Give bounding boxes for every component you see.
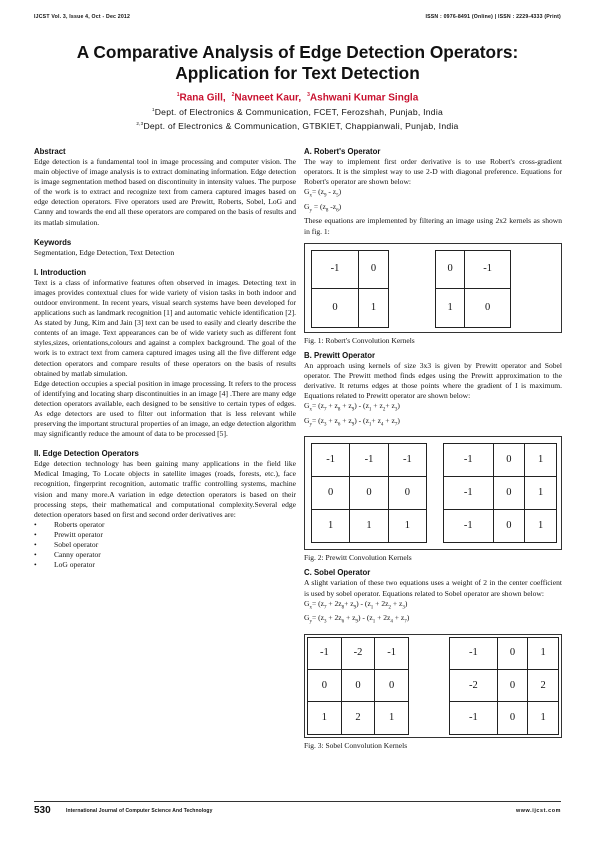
kernel-cell: 0 bbox=[497, 670, 528, 702]
kernel-cell: 0 bbox=[493, 510, 525, 543]
affiliation-1-text: Dept. of Electronics & Communication, FCET, Ferozshah, Punjab, India bbox=[154, 107, 444, 117]
affiliation-2-text: Dept. of Electronics & Communication, GTBKIET, Chappianwali, Punjab, India bbox=[143, 121, 459, 131]
kernel-cell: 0 bbox=[493, 477, 525, 510]
prewitt-heading: B. Prewitt Operator bbox=[304, 350, 376, 360]
kernel-cell: 0 bbox=[497, 702, 528, 734]
paper-title-line-2: Application for Text Detection bbox=[175, 63, 420, 83]
abstract-text: Edge detection is a fundamental tool in image processing and computer vision. The main objective of image analysis is to extract dominating information. Edge detection is image segmentation method based on discontinuity in intensity values. The purpose of the work is to extract and recognize text from camera captured images based on edge detection operators. Five operators used are Prewitt, Roberts, Sobel, LoG and Canny and towards the end all these operators are compared on the basis of results and its matlab simulation. bbox=[34, 157, 296, 227]
kernel-cell: -1 bbox=[312, 250, 359, 289]
kernel-cell: 1 bbox=[388, 510, 426, 543]
affiliation-2-mark: 2,3 bbox=[136, 121, 144, 127]
figure-1-caption: Fig. 1: Robert's Convolution Kernels bbox=[304, 335, 415, 345]
kernel-cell: -2 bbox=[450, 670, 498, 702]
kernel-cell: 0 bbox=[493, 444, 525, 477]
section-2-text: Edge detection technology has been gaining many applications in the field like Medical Imaging, To Locate objects in satellite images (roads, forests, etc.), face recognition, fingerprint recognition, automatic traffic controlling systems, machine vision and many more.A variation in edge detection operators is based on their processing steps, their mathematical and computational complexity.Several edge detection operators based on first and second order derivatives are: bbox=[34, 459, 296, 519]
kernel-cell: 1 bbox=[525, 477, 557, 510]
kernel-cell: -1 bbox=[465, 250, 511, 289]
kernel-cell: 0 bbox=[375, 670, 409, 702]
kernel-cell: -1 bbox=[312, 444, 350, 477]
kernel-cell: 1 bbox=[528, 637, 559, 669]
kernel-cell: -1 bbox=[450, 702, 498, 734]
kernel-cell: 0 bbox=[341, 670, 375, 702]
introduction-paragraph-2: Edge detection occupies a special position in image processing. It refers to the process of identifying and locating sharp discontinuities in an image [4] .There are many edge detection operators available, each designed to be sensitive to certain types of edges. As edge detectors are used to filter out information that is less relevant while preserving the important structural properties of an image, an edge detection algorithm may significantly reduce the amount of data to be processed [5]. bbox=[34, 378, 296, 439]
sobel-text: A slight variation of these two equations uses a weight of 2 in the center coefficient is used by sobel operator. Equations related to Sobel operator are shown below: bbox=[304, 578, 562, 598]
prewitt-text: An approach using kernels of size 3x3 is given by Prewitt operator and Sobel operator. The Prewitt method finds edges using the Prewitt approximation to the derivative. It returns edges at those points where the gradient of I is maximum. Equations related to Prewitt operator are shown below: bbox=[304, 360, 562, 401]
roberts-kernel-gx bbox=[311, 250, 389, 328]
kernel-cell: 1 bbox=[312, 510, 350, 543]
list-item: • Prewitt operator bbox=[34, 530, 296, 540]
list-item: • Sobel operator bbox=[34, 540, 296, 550]
list-item: • LoG operator bbox=[34, 560, 296, 570]
author-1-name: Rana Gill, bbox=[179, 92, 226, 104]
author-2-affil-mark: 2 bbox=[231, 92, 235, 98]
kernel-cell: -1 bbox=[350, 444, 388, 477]
kernel-cell: 1 bbox=[528, 702, 559, 734]
kernel-cell: 0 bbox=[308, 670, 342, 702]
kernel-cell: -1 bbox=[375, 637, 409, 669]
roberts-equation-y: $G_y = (z_8$ $-z_6$) bbox=[304, 201, 342, 214]
sobel-kernel-gy bbox=[449, 637, 559, 735]
kernel-cell: 1 bbox=[375, 702, 409, 734]
page-number: 530 bbox=[34, 805, 51, 816]
sobel-kernel-figure bbox=[304, 634, 562, 738]
kernel-cell: 1 bbox=[436, 289, 465, 328]
left-column bbox=[34, 147, 296, 570]
sobel-equation-x: $G_x= (z_7 + 2z_8+ z_9) - (z_1 + 2z_2 + z_3)$ bbox=[304, 598, 408, 611]
kernel-cell: -1 bbox=[308, 637, 342, 669]
kernel-cell: 1 bbox=[358, 289, 388, 328]
kernel-cell: 0 bbox=[312, 289, 359, 328]
kernel-cell: 0 bbox=[312, 477, 350, 510]
prewitt-equation-y: $G_y= (z_3 + z_6 + z_9) - (z_1+ z_4 + z_7)$ bbox=[304, 415, 400, 428]
list-item: • Canny operator bbox=[34, 550, 296, 560]
figure-3-caption: Fig. 3: Sobel Convolution Kernels bbox=[304, 740, 408, 750]
paper-title-line-1: A Comparative Analysis of Edge Detection Operators: bbox=[76, 42, 519, 62]
keywords-heading: Keywords bbox=[34, 237, 72, 247]
kernel-cell: 2 bbox=[341, 702, 375, 734]
footer-rule bbox=[34, 801, 561, 802]
kernel-cell: 1 bbox=[308, 702, 342, 734]
affiliation-2 bbox=[34, 121, 561, 131]
list-item: • Roberts operator bbox=[34, 520, 296, 530]
kernel-cell: -2 bbox=[341, 637, 375, 669]
kernel-cell: 2 bbox=[528, 670, 559, 702]
operator-list bbox=[34, 520, 296, 570]
roberts-text-2: These equations are implemented by filtering an image using 2x2 kernels as shown in fig. 1: bbox=[304, 216, 562, 236]
kernel-cell: -1 bbox=[450, 637, 498, 669]
roberts-heading: A. Robert's Operator bbox=[304, 147, 381, 156]
running-header-right: ISSN : 0976-8491 (Online) | ISSN : 2229-4333 (Print) bbox=[425, 14, 561, 20]
introduction-paragraph-1: Text is a class of informative features often observed in images. Detecting text in images provides contextual clues for wide variety of vision tasks in both indoor and outdoor environment. In recent years, visual search systems have been developed for applications such as landmark recognition [1] and automatic vehicle identification [2]. As stated by Jung, Kim and Jain [3] text can be used to easily and clearly describe the contents of an image. Text appearances can be of wide variety such as different font styles,sizes, orientations,colours and against a complex background. The goal of the work is to extract text from camera captured images using all the five different edge detection operators and compare results of these operators on the basis of results obtained by matlab simulation. bbox=[34, 277, 296, 378]
kernel-cell: 0 bbox=[436, 250, 465, 289]
author-1-affil-mark: 1 bbox=[176, 92, 180, 98]
section-2-heading: II. Edge Detection Operators bbox=[34, 449, 139, 459]
kernel-cell: 0 bbox=[388, 477, 426, 510]
kernel-cell: -1 bbox=[444, 477, 494, 510]
kernel-cell: 1 bbox=[525, 444, 557, 477]
author-list bbox=[34, 92, 561, 103]
roberts-text: The way to implement first order derivative is to use Robert's cross-gradient operators. It is the simplest way to use 2-D with diagonal preference. Equations for Robert's operator are shown below: bbox=[304, 157, 562, 187]
kernel-cell: 0 bbox=[465, 289, 511, 328]
prewitt-kernel-figure bbox=[304, 436, 562, 550]
kernel-cell: 0 bbox=[358, 250, 388, 289]
roberts-kernel-gy bbox=[435, 250, 511, 328]
author-3-name: Ashwani Kumar Singla bbox=[309, 92, 419, 104]
kernel-cell: 0 bbox=[497, 637, 528, 669]
roberts-kernel-figure bbox=[304, 243, 562, 333]
kernel-cell: 1 bbox=[525, 510, 557, 543]
prewitt-kernel-gx bbox=[311, 443, 427, 543]
figure-2-caption: Fig. 2: Prewitt Convolution Kernels bbox=[304, 553, 412, 563]
kernel-cell: -1 bbox=[444, 510, 494, 543]
journal-website: www.ijcst.com bbox=[515, 808, 561, 814]
sobel-heading: C. Sobel Operator bbox=[304, 568, 371, 578]
kernel-cell: -1 bbox=[388, 444, 426, 477]
keywords-text: Segmentation, Edge Detection, Text Detection bbox=[34, 247, 175, 257]
affiliation-1-mark: 1 bbox=[151, 107, 155, 113]
paper-title bbox=[34, 42, 561, 84]
affiliation-1 bbox=[34, 107, 561, 117]
running-header-left: IJCST Vol. 3, Issue 4, Oct - Dec 2012 bbox=[34, 14, 131, 20]
journal-name: International Journal of Computer Science And Technology bbox=[66, 808, 213, 814]
introduction-heading: I. Introduction bbox=[34, 267, 86, 277]
author-3-affil-mark: 3 bbox=[307, 92, 310, 98]
right-column bbox=[304, 147, 562, 751]
kernel-cell: 0 bbox=[350, 477, 388, 510]
prewitt-kernel-gy bbox=[443, 443, 557, 543]
roberts-equation-x: $G_x= (z_9 - z_5)$ bbox=[304, 187, 342, 199]
author-2-name: Navneet Kaur, bbox=[234, 92, 302, 104]
prewitt-equation-x: $G_x= (z_7 + z_8 + z_9) - (z_1 + z_2+ z_3)$ bbox=[304, 401, 400, 413]
abstract-heading: Abstract bbox=[34, 147, 66, 156]
sobel-kernel-gx bbox=[307, 637, 409, 735]
kernel-cell: 1 bbox=[350, 510, 388, 543]
kernel-cell: -1 bbox=[444, 444, 494, 477]
sobel-equation-y: $G_y= (z_3 + 2z_6 + z_9) - (z_1 + 2z_4 + z_7)$ bbox=[304, 613, 410, 625]
